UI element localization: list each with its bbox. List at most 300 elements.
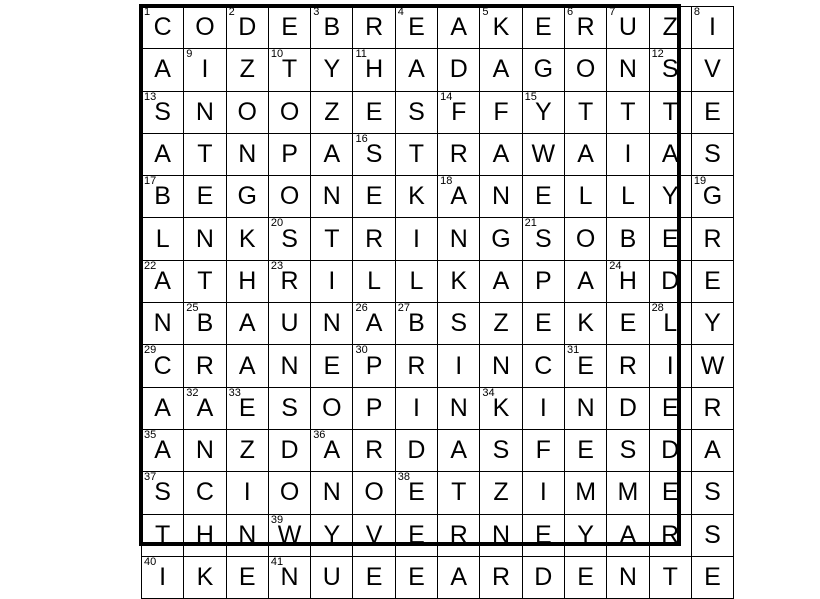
grid-cell[interactable] xyxy=(184,514,226,556)
cell-letter: N xyxy=(449,224,468,253)
grid-cell[interactable] xyxy=(691,556,733,598)
grid-cell[interactable] xyxy=(395,387,437,429)
grid-cell[interactable] xyxy=(564,218,606,260)
grid-cell[interactable] xyxy=(184,345,226,387)
grid-cell[interactable] xyxy=(480,429,522,471)
cell-letter: S xyxy=(492,436,510,465)
grid-cell[interactable] xyxy=(522,514,564,556)
cell-letter: Y xyxy=(323,520,341,549)
grid-cell[interactable] xyxy=(142,218,184,260)
grid-cell[interactable] xyxy=(564,387,606,429)
cell-letter: U xyxy=(280,309,299,338)
grid-row xyxy=(142,556,734,598)
grid-cell[interactable] xyxy=(311,472,353,514)
grid-cell[interactable] xyxy=(480,387,522,429)
grid-cell[interactable] xyxy=(268,91,310,133)
grid-cell[interactable] xyxy=(311,303,353,345)
grid-cell[interactable] xyxy=(607,514,649,556)
grid-cell[interactable] xyxy=(142,91,184,133)
grid-cell[interactable] xyxy=(353,260,395,302)
grid-cell[interactable] xyxy=(184,91,226,133)
grid-cell[interactable] xyxy=(395,7,437,49)
grid-cell[interactable] xyxy=(438,218,480,260)
grid-cell[interactable] xyxy=(564,514,606,556)
grid-cell[interactable] xyxy=(311,133,353,175)
grid-cell[interactable] xyxy=(564,176,606,218)
cell-letter: R xyxy=(661,520,680,549)
grid-cell[interactable] xyxy=(142,472,184,514)
cell-letter: A xyxy=(450,563,468,591)
clue-number: 39 xyxy=(270,513,284,526)
grid-cell[interactable] xyxy=(395,49,437,91)
cell-letter: O xyxy=(322,393,342,422)
cell-letter: A xyxy=(154,393,171,422)
grid-cell[interactable] xyxy=(311,514,353,556)
grid-cell[interactable] xyxy=(564,260,606,302)
cell-letter: A xyxy=(323,140,341,169)
grid-cell[interactable] xyxy=(184,49,226,91)
cell-letter: R xyxy=(703,224,722,253)
grid-cell[interactable] xyxy=(184,472,226,514)
cell-letter: D xyxy=(534,563,553,591)
grid-cell[interactable] xyxy=(438,556,480,598)
grid-cell[interactable] xyxy=(522,176,564,218)
grid-cell[interactable] xyxy=(649,91,691,133)
crossword-puzzle[interactable] xyxy=(141,6,725,591)
grid-cell[interactable] xyxy=(395,429,437,471)
grid-cell[interactable] xyxy=(480,345,522,387)
grid-cell[interactable] xyxy=(184,260,226,302)
grid-cell[interactable] xyxy=(522,133,564,175)
grid-cell[interactable] xyxy=(142,429,184,471)
grid-cell[interactable] xyxy=(311,556,353,598)
grid-cell[interactable] xyxy=(438,345,480,387)
grid-cell[interactable] xyxy=(226,556,268,598)
grid-cell[interactable] xyxy=(184,387,226,429)
grid-cell[interactable] xyxy=(395,556,437,598)
cell-letter: R xyxy=(365,224,384,253)
cell-letter: E xyxy=(408,563,425,591)
grid-cell[interactable] xyxy=(522,218,564,260)
cell-letter: D xyxy=(618,393,637,422)
grid-cell[interactable] xyxy=(311,429,353,471)
grid-cell[interactable] xyxy=(226,133,268,175)
grid-cell[interactable] xyxy=(353,91,395,133)
grid-cell[interactable] xyxy=(311,387,353,429)
cell-letter: A xyxy=(492,266,510,295)
grid-cell[interactable] xyxy=(226,345,268,387)
cell-letter: I xyxy=(328,266,336,295)
grid-cell[interactable] xyxy=(353,345,395,387)
cell-letter: P xyxy=(534,266,552,295)
clue-number: 35 xyxy=(144,428,157,441)
grid-cell[interactable] xyxy=(607,472,649,514)
grid-cell[interactable] xyxy=(142,345,184,387)
grid-cell[interactable] xyxy=(480,514,522,556)
cell-letter: E xyxy=(534,520,552,549)
crossword-grid[interactable] xyxy=(141,6,734,599)
grid-cell[interactable] xyxy=(395,133,437,175)
cell-letter: R xyxy=(491,563,511,591)
grid-cell[interactable] xyxy=(522,345,564,387)
grid-cell[interactable] xyxy=(438,260,480,302)
cell-letter: I xyxy=(243,478,251,507)
cell-letter: D xyxy=(661,436,680,465)
cell-letter: E xyxy=(534,13,552,42)
grid-cell[interactable] xyxy=(438,91,480,133)
grid-cell[interactable] xyxy=(649,345,691,387)
grid-cell[interactable] xyxy=(564,429,606,471)
grid-cell[interactable] xyxy=(607,260,649,302)
cell-letter: R xyxy=(195,351,214,380)
grid-cell[interactable] xyxy=(649,303,691,345)
grid-row xyxy=(142,176,734,218)
grid-cell[interactable] xyxy=(691,514,733,556)
grid-cell[interactable] xyxy=(268,429,310,471)
grid-cell[interactable] xyxy=(607,387,649,429)
cell-letter: R xyxy=(576,13,595,42)
grid-cell[interactable] xyxy=(353,429,395,471)
grid-cell[interactable] xyxy=(691,345,733,387)
grid-cell[interactable] xyxy=(649,133,691,175)
grid-cell[interactable] xyxy=(353,472,395,514)
grid-cell[interactable] xyxy=(607,49,649,91)
grid-cell[interactable] xyxy=(607,133,649,175)
clue-number: 31 xyxy=(566,344,580,357)
grid-cell[interactable] xyxy=(184,556,226,598)
grid-cell[interactable] xyxy=(649,429,691,471)
grid-cell[interactable] xyxy=(268,556,310,598)
grid-cell[interactable] xyxy=(691,303,733,345)
grid-cell[interactable] xyxy=(564,472,606,514)
cell-letter: N xyxy=(195,224,214,253)
grid-cell[interactable] xyxy=(480,49,522,91)
grid-cell[interactable] xyxy=(607,556,649,598)
grid-cell[interactable] xyxy=(480,260,522,302)
grid-cell[interactable] xyxy=(691,91,733,133)
grid-cell[interactable] xyxy=(353,176,395,218)
grid-row xyxy=(142,387,734,429)
grid-cell[interactable] xyxy=(268,49,310,91)
grid-cell[interactable] xyxy=(226,49,268,91)
clue-number: 18 xyxy=(440,175,453,188)
grid-cell[interactable] xyxy=(564,303,606,345)
grid-cell[interactable] xyxy=(691,429,733,471)
grid-cell[interactable] xyxy=(268,387,310,429)
grid-cell[interactable] xyxy=(438,7,480,49)
grid-cell[interactable] xyxy=(480,218,522,260)
cell-letter: N xyxy=(618,55,637,84)
cell-letter: P xyxy=(365,393,383,422)
grid-cell[interactable] xyxy=(564,49,606,91)
grid-cell[interactable] xyxy=(184,133,226,175)
grid-cell[interactable] xyxy=(649,218,691,260)
grid-cell[interactable] xyxy=(268,7,310,49)
cell-letter: A xyxy=(492,55,510,84)
grid-cell[interactable] xyxy=(480,7,522,49)
grid-cell[interactable] xyxy=(691,7,733,49)
grid-cell[interactable] xyxy=(438,514,480,556)
grid-cell[interactable] xyxy=(607,303,649,345)
grid-cell[interactable] xyxy=(184,303,226,345)
cell-letter: A xyxy=(154,140,171,169)
grid-cell[interactable] xyxy=(311,176,353,218)
cell-letter: H xyxy=(238,266,257,295)
grid-cell[interactable] xyxy=(691,218,733,260)
cell-letter: R xyxy=(618,351,637,380)
grid-row xyxy=(142,429,734,471)
grid-cell[interactable] xyxy=(353,7,395,49)
cell-letter: S xyxy=(154,97,171,126)
grid-cell[interactable] xyxy=(649,260,691,302)
grid-cell[interactable] xyxy=(480,176,522,218)
cell-letter: E xyxy=(408,478,425,507)
grid-cell[interactable] xyxy=(438,429,480,471)
grid-row xyxy=(142,218,734,260)
grid-cell[interactable] xyxy=(649,472,691,514)
grid-cell[interactable] xyxy=(691,176,733,218)
grid-cell[interactable] xyxy=(480,303,522,345)
grid-cell[interactable] xyxy=(607,7,649,49)
grid-cell[interactable] xyxy=(480,472,522,514)
cell-letter: A xyxy=(450,182,468,211)
cell-letter: P xyxy=(281,140,298,169)
grid-cell[interactable] xyxy=(649,49,691,91)
grid-cell[interactable] xyxy=(226,429,268,471)
cell-letter: M xyxy=(575,478,597,507)
cell-letter: L xyxy=(155,224,170,253)
grid-cell[interactable] xyxy=(438,387,480,429)
cell-letter: N xyxy=(238,140,257,169)
grid-cell[interactable] xyxy=(607,176,649,218)
grid-cell[interactable] xyxy=(311,260,353,302)
grid-cell[interactable] xyxy=(395,218,437,260)
grid-cell[interactable] xyxy=(395,514,437,556)
grid-cell[interactable] xyxy=(311,7,353,49)
clue-number: 15 xyxy=(524,90,537,103)
cell-letter: T xyxy=(281,55,298,84)
grid-cell[interactable] xyxy=(691,260,733,302)
grid-cell[interactable] xyxy=(480,133,522,175)
cell-letter: O xyxy=(575,224,596,253)
grid-cell[interactable] xyxy=(353,514,395,556)
cell-letter: T xyxy=(620,97,636,126)
grid-cell[interactable] xyxy=(184,7,226,49)
grid-cell[interactable] xyxy=(142,49,184,91)
cell-letter: A xyxy=(450,13,468,42)
cell-letter: C xyxy=(195,478,214,507)
clue-number: 23 xyxy=(270,259,284,272)
grid-cell[interactable] xyxy=(142,387,184,429)
grid-cell[interactable] xyxy=(226,176,268,218)
grid-cell[interactable] xyxy=(353,49,395,91)
grid-cell[interactable] xyxy=(142,176,184,218)
grid-cell[interactable] xyxy=(226,472,268,514)
grid-cell[interactable] xyxy=(268,514,310,556)
grid-cell[interactable] xyxy=(649,514,691,556)
grid-cell[interactable] xyxy=(142,133,184,175)
grid-cell[interactable] xyxy=(564,345,606,387)
cell-letter: S xyxy=(281,393,298,422)
cell-letter: A xyxy=(154,266,171,295)
grid-cell[interactable] xyxy=(311,91,353,133)
grid-cell[interactable] xyxy=(395,260,437,302)
grid-cell[interactable] xyxy=(522,556,564,598)
grid-cell[interactable] xyxy=(184,218,226,260)
cell-letter: R xyxy=(407,351,426,380)
cell-letter: A xyxy=(619,520,637,549)
grid-cell[interactable] xyxy=(522,303,564,345)
cell-letter: K xyxy=(408,182,425,211)
grid-cell[interactable] xyxy=(353,133,395,175)
grid-cell[interactable] xyxy=(142,303,184,345)
cell-letter: S xyxy=(661,55,679,84)
cell-letter: O xyxy=(279,478,300,507)
grid-cell[interactable] xyxy=(226,91,268,133)
grid-cell[interactable] xyxy=(607,345,649,387)
cell-letter: N xyxy=(491,182,511,211)
grid-cell[interactable] xyxy=(691,49,733,91)
grid-cell[interactable] xyxy=(184,429,226,471)
grid-cell[interactable] xyxy=(649,7,691,49)
grid-cell[interactable] xyxy=(522,387,564,429)
cell-letter: L xyxy=(367,266,382,295)
clue-number: 5 xyxy=(482,6,489,18)
cell-letter: O xyxy=(279,182,300,211)
cell-letter: S xyxy=(281,224,298,253)
clue-number: 14 xyxy=(440,90,453,103)
grid-cell[interactable] xyxy=(607,91,649,133)
grid-cell[interactable] xyxy=(522,472,564,514)
grid-cell[interactable] xyxy=(268,260,310,302)
grid-cell[interactable] xyxy=(142,260,184,302)
cell-letter: T xyxy=(324,224,340,253)
cell-letter: N xyxy=(322,182,341,211)
grid-cell[interactable] xyxy=(649,556,691,598)
clue-number: 30 xyxy=(355,344,368,357)
grid-cell[interactable] xyxy=(395,91,437,133)
grid-cell[interactable] xyxy=(353,556,395,598)
cell-letter: E xyxy=(365,97,383,126)
grid-cell[interactable] xyxy=(226,514,268,556)
grid-cell[interactable] xyxy=(142,514,184,556)
clue-number: 10 xyxy=(270,48,284,61)
grid-cell[interactable] xyxy=(353,387,395,429)
grid-cell[interactable] xyxy=(268,133,310,175)
grid-cell[interactable] xyxy=(226,7,268,49)
cell-letter: K xyxy=(238,224,256,253)
cell-letter: E xyxy=(704,563,721,591)
cell-letter: I xyxy=(666,351,674,380)
grid-cell[interactable] xyxy=(649,176,691,218)
grid-cell[interactable] xyxy=(268,218,310,260)
grid-cell[interactable] xyxy=(142,7,184,49)
cell-letter: T xyxy=(451,478,467,507)
clue-number: 38 xyxy=(397,471,411,484)
cell-letter: N xyxy=(449,393,468,422)
cell-letter: E xyxy=(323,351,341,380)
grid-cell[interactable] xyxy=(438,49,480,91)
grid-cell[interactable] xyxy=(522,260,564,302)
grid-cell[interactable] xyxy=(226,260,268,302)
grid-cell[interactable] xyxy=(142,556,184,598)
grid-cell[interactable] xyxy=(268,472,310,514)
grid-cell[interactable] xyxy=(438,303,480,345)
grid-cell[interactable] xyxy=(522,7,564,49)
grid-cell[interactable] xyxy=(311,218,353,260)
cell-letter: I xyxy=(455,351,463,380)
grid-cell[interactable] xyxy=(564,91,606,133)
grid-cell[interactable] xyxy=(395,176,437,218)
cell-letter: D xyxy=(280,436,299,465)
grid-cell[interactable] xyxy=(268,345,310,387)
grid-cell[interactable] xyxy=(480,556,522,598)
cell-letter: A xyxy=(450,436,468,465)
cell-letter: A xyxy=(492,140,510,169)
cell-letter: L xyxy=(620,182,635,211)
cell-letter: A xyxy=(238,351,256,380)
cell-letter: H xyxy=(365,55,384,84)
grid-cell[interactable] xyxy=(564,556,606,598)
cell-letter: S xyxy=(619,436,637,465)
cell-letter: E xyxy=(661,478,679,507)
cell-letter: L xyxy=(663,309,678,338)
grid-cell[interactable] xyxy=(607,218,649,260)
grid-cell[interactable] xyxy=(564,133,606,175)
grid-cell[interactable] xyxy=(480,91,522,133)
grid-cell[interactable] xyxy=(607,429,649,471)
clue-number: 37 xyxy=(144,471,157,484)
cell-letter: E xyxy=(408,520,425,549)
grid-cell[interactable] xyxy=(691,387,733,429)
cell-letter: S xyxy=(704,140,721,169)
grid-cell[interactable] xyxy=(438,472,480,514)
grid-cell[interactable] xyxy=(522,429,564,471)
cell-letter: E xyxy=(577,351,594,380)
clue-number: 26 xyxy=(355,302,368,315)
grid-cell[interactable] xyxy=(184,176,226,218)
cell-letter: I xyxy=(624,140,632,169)
clue-number: 40 xyxy=(144,555,157,568)
grid-cell[interactable] xyxy=(691,133,733,175)
grid-cell[interactable] xyxy=(268,303,310,345)
grid-cell[interactable] xyxy=(268,176,310,218)
grid-cell[interactable] xyxy=(438,133,480,175)
grid-cell[interactable] xyxy=(564,7,606,49)
grid-cell[interactable] xyxy=(522,91,564,133)
grid-row xyxy=(142,91,734,133)
grid-cell[interactable] xyxy=(353,303,395,345)
grid-cell[interactable] xyxy=(395,303,437,345)
grid-cell[interactable] xyxy=(649,387,691,429)
grid-cell[interactable] xyxy=(522,49,564,91)
grid-cell[interactable] xyxy=(691,472,733,514)
grid-cell[interactable] xyxy=(226,218,268,260)
grid-cell[interactable] xyxy=(311,345,353,387)
cell-letter: A xyxy=(323,436,341,465)
grid-cell[interactable] xyxy=(226,387,268,429)
clue-number: 2 xyxy=(228,6,235,18)
grid-cell[interactable] xyxy=(311,49,353,91)
cell-letter: B xyxy=(619,224,637,253)
cell-letter: I xyxy=(539,393,547,422)
grid-cell[interactable] xyxy=(226,303,268,345)
grid-cell[interactable] xyxy=(395,472,437,514)
grid-cell[interactable] xyxy=(395,345,437,387)
grid-cell[interactable] xyxy=(353,218,395,260)
grid-row xyxy=(142,345,734,387)
grid-cell[interactable] xyxy=(438,176,480,218)
